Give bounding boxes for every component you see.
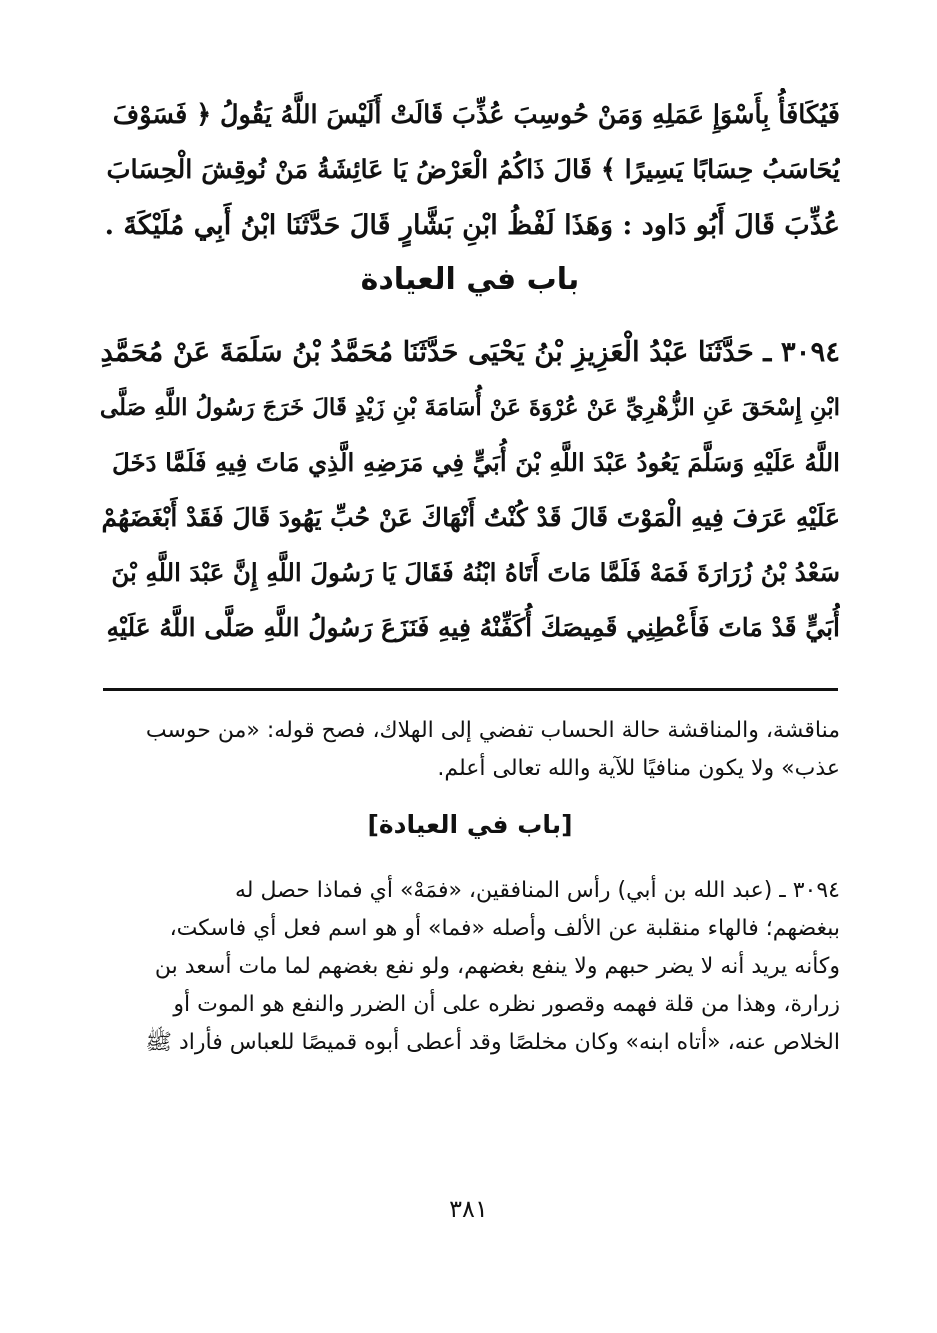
commentary-line: زرارة، وهذا من قلة فهمه وقصور نظره على أن الضرر والنفع هو الموت أو: [173, 992, 840, 1017]
hadith-text-block: [100, 325, 840, 655]
commentary-line: وكأنه يريد أنه لا يضر حبهم ولا ينفع بغضهم، ولو نفع بغضهم لما مات أسعد بن: [154, 954, 840, 979]
hadith-line: ابْنِ إِسْحَقَ عَنِ الزُّهْرِيِّ عَنْ عُرْوَةَ عَنْ أُسَامَةَ بْنِ زَيْدٍ قَالَ خَرَجَ رَسُولُ اللَّهِ صَلَّى: [100, 394, 840, 421]
main-text-line: يُحَاسَبُ حِسَابًا يَسِيرًا ﴾ قَالَ ذَاكُمُ الْعَرْضُ يَا عَائِشَةُ مَنْ نُوقِشَ الْحِسَابَ: [106, 155, 840, 185]
note-line: مناقشة، والمناقشة حالة الحساب تفضي إلى الهلاك، فصح قوله: «من حوسب: [145, 718, 840, 743]
commentary-line: ٣٠٩٤ ـ (عبد الله بن أبي) رأس المنافقين، «فمَهْ» أي فماذا حصل له: [234, 878, 840, 903]
hadith-line: أُبَيٍّ قَدْ مَاتَ فَأَعْطِنِي قَمِيصَكَ أُكَفِّنْهُ فِيهِ فَنَزَعَ رَسُولُ اللَّهِ صَلَّى اللَّهُ عَلَيْهِ: [106, 613, 840, 642]
main-text-line: فَيُكَافَأُ بِأَسْوَإِ عَمَلِهِ وَمَنْ حُوسِبَ عُذِّبَ قَالَتْ أَلَيْسَ اللَّهُ يَقُولُ ﴿ فَسَوْفَ: [112, 100, 840, 130]
commentary-line: ببغضهم؛ فالهاء منقلبة عن الألف وأصله «فما» أو هو اسم فعل أي فاسكت،: [169, 916, 840, 941]
note-heading: [باب في العيادة]: [367, 810, 573, 839]
commentary-block: [100, 872, 840, 1062]
hadith-line: ٣٠٩٤ ـ حَدَّثَنَا عَبْدُ الْعَزِيزِ بْنُ يَحْيَى حَدَّثَنَا مُحَمَّدُ بْنُ سَلَمَةَ عَنْ مُحَمَّدِ: [100, 336, 840, 368]
hadith-line: اللَّهُ عَلَيْهِ وَسَلَّمَ يَعُودُ عَبْدَ اللَّهِ بْنَ أُبَيٍّ فِي مَرَضِهِ الَّذِي مَاتَ فِيهِ فَلَمَّا دَخَلَ: [111, 448, 840, 477]
footnote-divider: [103, 688, 838, 691]
chapter-heading: باب في العيادة: [360, 262, 580, 297]
note-text-top-block: [100, 712, 840, 788]
note-line: عذب» ولا يكون منافيًا للآية والله تعالى أعلم.: [437, 756, 840, 781]
main-text-top-block: [100, 88, 840, 253]
page-number: ٣٨١: [449, 1195, 488, 1223]
hadith-line: سَعْدُ بْنُ زُرَارَةَ فَمَهْ فَلَمَّا مَاتَ أَتَاهُ ابْنُهُ فَقَالَ يَا رَسُولَ اللَّهِ إِنَّ عَبْدَ اللَّهِ بْنَ: [111, 558, 840, 587]
main-text-line: عُذِّبَ قَالَ أَبُو دَاود : وَهَذَا لَفْظُ ابْنِ بَشَّارٍ قَالَ حَدَّثَنَا ابْنُ أَبِي مُلَيْكَةَ .: [104, 210, 840, 241]
hadith-line: عَلَيْهِ عَرَفَ فِيهِ الْمَوْتَ قَالَ قَدْ كُنْتُ أَنْهَاكَ عَنْ حُبِّ يَهُودَ قَالَ فَقَدْ أَبْغَضَهُمْ: [101, 503, 840, 532]
commentary-line: الخلاص عنه، «أتاه ابنه» وكان مخلصًا وقد أعطى أبوه قميصًا للعباس فأراد ﷺ: [145, 1030, 840, 1055]
